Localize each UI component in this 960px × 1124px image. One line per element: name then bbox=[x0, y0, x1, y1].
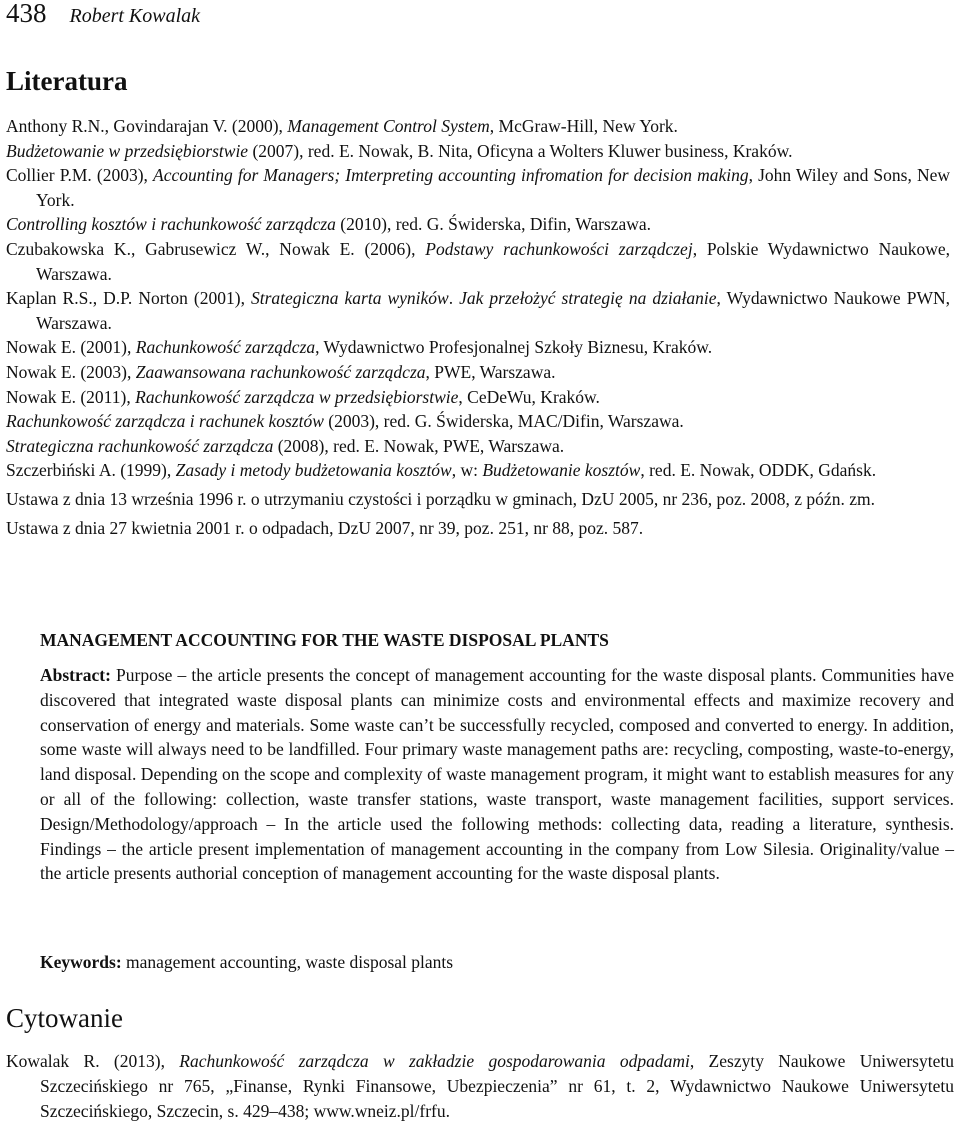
reference-segment: Strategiczna karta wyników bbox=[250, 288, 449, 309]
abstract-text: Purpose – the article presents the concept of management accounting for the waste disposal plants. Communities have discovered that integrated waste disposal plants can minimize costs and environmental effects and maximize recovery and conservation of energy and materials. Some waste can’t be successfully recycled, composed and converted to energy. In addition, some waste will always need to be landfilled. Four primary waste management paths are: recycling, composting, waste-to-energy, land disposal. Depending on the scope and complexity of waste management program, it might want to establish measures for any or all of the following: collection, waste transfer stations, waste transport, waste management facilities, support services. Design/Methodology/approach – In the article used the following methods: collecting data, reading a literature, synthesis. Findings – the article present implementation of management accounting in the company from Low Silesia. Originality/value – the article presents authorial conception of management accounting for the waste disposal plants. bbox=[40, 665, 954, 884]
reference-segment: Kowalak R. (2013), bbox=[6, 1051, 180, 1071]
reference-item bbox=[6, 487, 950, 512]
citation-entry bbox=[6, 1049, 954, 1123]
reference-segment: (2010), red. G. Świderska, Difin, Warszawa. bbox=[335, 214, 652, 235]
reference-segment: Management Control System bbox=[287, 116, 490, 136]
running-author: Robert Kowalak bbox=[69, 5, 201, 27]
reference-item bbox=[6, 163, 950, 212]
abstract-label: Abstract: bbox=[40, 665, 111, 685]
cytowanie-heading: Cytowanie bbox=[6, 1003, 123, 1033]
reference-segment: Ustawa z dnia 27 kwietnia 2001 r. o odpadach, DzU 2007, nr 39, poz. 251, nr 88, poz. 587. bbox=[6, 517, 644, 538]
reference-segment: (2008), red. E. Nowak, PWE, Warszawa. bbox=[273, 435, 565, 456]
reference-segment: Nowak E. (2011), bbox=[6, 386, 136, 407]
reference-segment: Jak przełożyć strategię na działanie bbox=[459, 288, 717, 309]
reference-segment: , John Wiley and Sons, New York. bbox=[36, 165, 950, 210]
reference-item bbox=[6, 516, 950, 541]
reference-segment: Accounting for Managers; Imterpreting accounting infromation for decision making bbox=[153, 165, 749, 186]
reference-item bbox=[6, 212, 950, 237]
reference-segment: Rachunkowość zarządcza w przedsiębiorstwie bbox=[135, 386, 459, 407]
reference-item bbox=[6, 114, 950, 139]
reference-segment: Nowak E. (2003), bbox=[6, 361, 136, 382]
page-number: 438 bbox=[6, 0, 47, 28]
abstract-paragraph bbox=[40, 663, 954, 886]
reference-item bbox=[6, 434, 950, 459]
reference-segment: (2007), red. E. Nowak, B. Nita, Oficyna a Wolters Kluwer business, Kraków. bbox=[248, 140, 793, 161]
keywords-line bbox=[40, 952, 453, 973]
reference-segment: , PWE, Warszawa. bbox=[425, 361, 556, 382]
reference-segment: Rachunkowość zarządcza bbox=[135, 337, 316, 358]
reference-segment: Rachunkowość zarządcza w zakładzie gospodarowania odpadami bbox=[179, 1051, 690, 1071]
reference-item bbox=[6, 360, 950, 385]
reference-item bbox=[6, 286, 950, 335]
reference-segment: , CeDeWu, Kraków. bbox=[458, 386, 600, 407]
reference-segment: Collier P.M. (2003), bbox=[6, 165, 154, 186]
reference-item bbox=[6, 458, 950, 483]
reference-segment: Szczerbiński A. (1999), bbox=[6, 460, 176, 481]
reference-segment: Anthony R.N., Govindarajan V. (2000), bbox=[6, 116, 288, 136]
keywords-label: Keywords: bbox=[40, 952, 122, 972]
reference-list bbox=[6, 114, 950, 540]
reference-segment: Rachunkowość zarządcza i rachunek kosztów bbox=[6, 411, 324, 432]
reference-segment: , McGraw-Hill, New York. bbox=[489, 116, 678, 136]
reference-segment: , Wydawnictwo Profesjonalnej Szkoły Biznesu, Kraków. bbox=[315, 337, 713, 358]
keywords-text: management accounting, waste disposal plants bbox=[121, 952, 454, 972]
reference-segment: , Polskie Wydawnictwo Naukowe, Warszawa. bbox=[36, 238, 951, 284]
running-header bbox=[6, 0, 200, 29]
reference-item bbox=[6, 139, 950, 164]
reference-segment: Budżetowanie kosztów bbox=[482, 460, 641, 481]
reference-item bbox=[6, 385, 950, 410]
reference-item bbox=[6, 335, 950, 360]
reference-segment: Zasady i metody budżetowania kosztów bbox=[175, 460, 452, 481]
reference-segment: Strategiczna rachunkowość zarządcza bbox=[6, 435, 274, 456]
reference-segment: Czubakowska K., Gabrusewicz W., Nowak E. (2006), bbox=[6, 238, 426, 259]
reference-segment: Controlling kosztów i rachunkowość zarządcza bbox=[6, 214, 336, 235]
reference-segment: Podstawy rachunkowości zarządczej bbox=[425, 238, 693, 259]
reference-segment: Nowak E. (2001), bbox=[6, 337, 136, 358]
reference-segment: , Zeszyty Naukowe Uniwersytetu Szczecińskiego nr 765, „Finanse, Rynki Finansowe, Ubezpieczenia” nr 61, t. 2, Wydawnictwo Naukowe Uniwersytetu Szczecińskiego, Szczecin, s. 429–438; www.wneiz.pl/frfu. bbox=[40, 1051, 954, 1121]
reference-segment: Budżetowanie w przedsiębiorstwie bbox=[6, 140, 249, 161]
reference-segment: Ustawa z dnia 13 września 1996 r. o utrzymaniu czystości i porządku w gminach, DzU 2005, nr 236, poz. 2008, z późn. zm. bbox=[6, 488, 875, 509]
reference-item bbox=[6, 237, 950, 286]
reference-segment: . bbox=[448, 288, 460, 309]
abstract-title: MANAGEMENT ACCOUNTING FOR THE WASTE DISPOSAL PLANTS bbox=[40, 630, 609, 650]
reference-segment: (2003), red. G. Świderska, MAC/Difin, Warszawa. bbox=[323, 411, 684, 432]
reference-segment: , red. E. Nowak, ODDK, Gdańsk. bbox=[640, 460, 877, 481]
literatura-heading: Literatura bbox=[6, 66, 128, 96]
reference-item bbox=[6, 409, 950, 434]
reference-segment: , Wydawnictwo Naukowe PWN, Warszawa. bbox=[36, 288, 950, 333]
reference-segment: , w: bbox=[451, 460, 483, 481]
reference-segment: Zaawansowana rachunkowość zarządcza bbox=[135, 361, 426, 382]
reference-segment: Kaplan R.S., D.P. Norton (2001), bbox=[6, 288, 251, 309]
